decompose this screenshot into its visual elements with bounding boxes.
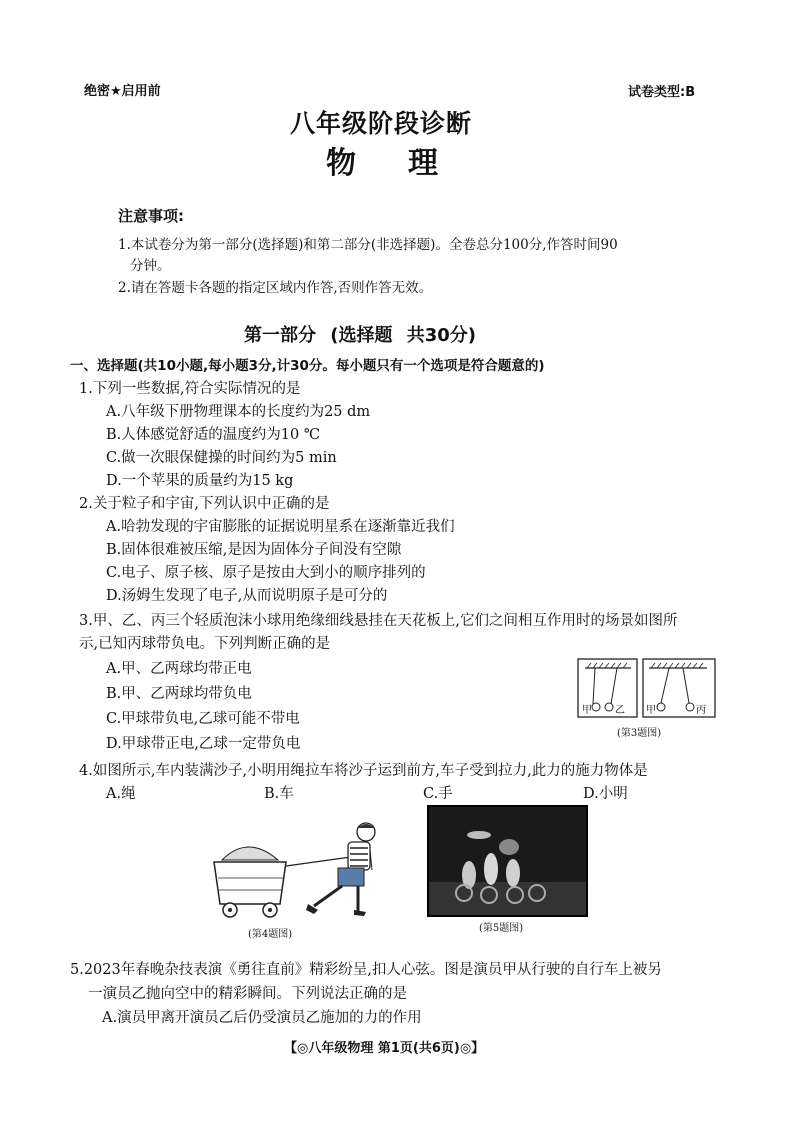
- fig3-label: 甲: [582, 705, 592, 716]
- note-line: 分钟。: [130, 258, 171, 274]
- option: A.八年级下册物理课本的长度约为25 dm: [106, 404, 371, 420]
- figure-3-caption: (第3题图): [617, 728, 662, 739]
- section-heading: 一、选择题(共10小题,每小题3分,计30分。每小题只有一个选项是符合题意的): [70, 358, 545, 374]
- question-stem-cont: 示,已知丙球带负电。下列判断正确的是: [79, 636, 331, 652]
- figure-4-cart-illustration: [208, 820, 398, 920]
- question-stem: 2.关于粒子和宇宙,下列认识中正确的是: [79, 496, 330, 512]
- page-footer: 【◎八年级物理 第1页(共6页)◎】: [284, 1041, 485, 1056]
- option: C.手: [423, 786, 453, 802]
- option: D.一个苹果的质量约为15 kg: [106, 473, 294, 489]
- option: B.甲、乙两球均带负电: [106, 686, 252, 702]
- paper-type-label: 试卷类型:B: [628, 85, 696, 100]
- option: A.绳: [106, 786, 136, 802]
- option: A.甲、乙两球均带正电: [106, 661, 252, 677]
- notes-heading: 注意事项:: [118, 207, 184, 225]
- part-heading: 第一部分 (选择题 共30分): [244, 325, 477, 346]
- option: D.甲球带正电,乙球一定带负电: [106, 736, 301, 752]
- option: B.人体感觉舒适的温度约为10 ℃: [106, 427, 321, 443]
- option: C.做一次眼保健操的时间约为5 min: [106, 450, 337, 466]
- exam-title: 八年级阶段诊断: [290, 109, 473, 138]
- note-line: 1.本试卷分为第一部分(选择题)和第二部分(非选择题)。全卷总分100分,作答时间90: [118, 237, 618, 253]
- subject-title: 物理: [326, 146, 490, 181]
- option: A.哈勃发现的宇宙膨胀的证据说明星系在逐渐靠近我们: [106, 519, 455, 535]
- figure-4-caption: (第4题图): [248, 929, 293, 940]
- option: A.演员甲离开演员乙后仍受演员乙施加的力的作用: [102, 1010, 422, 1026]
- question-stem: 5.2023年春晚杂技表演《勇往直前》精彩纷呈,扣人心弦。图是演员甲从行驶的自行车上被另: [70, 962, 662, 978]
- note-line: 2.请在答题卡各题的指定区域内作答,否则作答无效。: [118, 280, 433, 296]
- figure-5-photo: [427, 805, 588, 917]
- question-stem-cont: 一演员乙抛向空中的精彩瞬间。下列说法正确的是: [88, 986, 407, 1002]
- option: B.车: [264, 786, 294, 802]
- option: C.甲球带负电,乙球可能不带电: [106, 711, 300, 727]
- option: D.小明: [583, 786, 628, 802]
- fig3-label: 乙: [615, 705, 625, 716]
- option: B.固体很难被压缩,是因为固体分子间没有空隙: [106, 542, 402, 558]
- question-stem: 3.甲、乙、丙三个轻质泡沫小球用绝缘细线悬挂在天花板上,它们之间相互作用时的场景如图所: [79, 613, 678, 629]
- fig3-label: 甲: [646, 705, 656, 716]
- fig3-label: 丙: [696, 705, 706, 716]
- confidential-label: 绝密★启用前: [84, 84, 161, 99]
- figure-5-caption: (第5题图): [479, 923, 524, 934]
- question-stem: 1.下列一些数据,符合实际情况的是: [79, 381, 301, 397]
- question-stem: 4.如图所示,车内装满沙子,小明用绳拉车将沙子运到前方,车子受到拉力,此力的施力物体是: [79, 763, 648, 779]
- option: D.汤姆生发现了电子,从而说明原子是可分的: [106, 588, 388, 604]
- option: C.电子、原子核、原子是按由大到小的顺序排列的: [106, 565, 426, 581]
